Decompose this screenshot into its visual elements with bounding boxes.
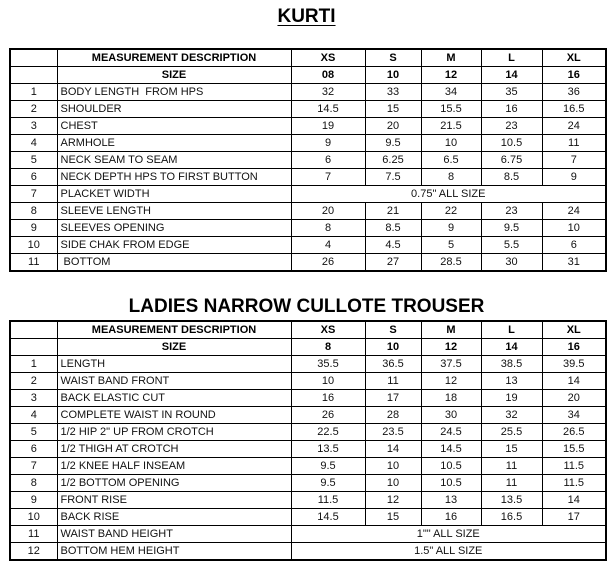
header-size-s: S: [365, 49, 421, 67]
table-row: [10, 118, 606, 135]
measurement-value: 7: [291, 169, 365, 186]
header-size-number: 10: [365, 339, 421, 356]
measurement-value: 20: [365, 118, 421, 135]
header-row-size-numbers: [10, 339, 606, 356]
measurement-value: 19: [291, 118, 365, 135]
measurement-value: 11.5: [542, 475, 606, 492]
measurement-value: 11: [481, 475, 542, 492]
table-row: [10, 84, 606, 101]
measurement-value: 7: [542, 152, 606, 169]
measurement-value: 21.5: [421, 118, 481, 135]
measurement-value: 9: [291, 135, 365, 152]
measurement-value: 13.5: [291, 441, 365, 458]
table-row: [10, 101, 606, 118]
measurement-value: 34: [421, 84, 481, 101]
row-number: 7: [10, 458, 57, 475]
measurement-value: 14.5: [291, 509, 365, 526]
header-description-label: MEASUREMENT DESCRIPTION: [57, 49, 291, 67]
row-number: 2: [10, 373, 57, 390]
measurement-value: 28: [365, 407, 421, 424]
measurement-value: 14: [542, 492, 606, 509]
measurement-value: 15.5: [421, 101, 481, 118]
table-row: [10, 135, 606, 152]
measurement-value: 26: [291, 254, 365, 272]
measurement-value: 16.5: [542, 101, 606, 118]
measurement-value: 23.5: [365, 424, 421, 441]
table-row: [10, 543, 606, 561]
measurement-value: 8.5: [481, 169, 542, 186]
table-row: [10, 186, 606, 203]
measurement-value: 17: [365, 390, 421, 407]
row-number: 4: [10, 135, 57, 152]
row-number: 5: [10, 152, 57, 169]
row-number: 4: [10, 407, 57, 424]
header-num-blank: [10, 339, 57, 356]
header-row-size-numbers: [10, 67, 606, 84]
measurement-value: 33: [365, 84, 421, 101]
measurement-value: 16: [291, 390, 365, 407]
measurement-value: 23: [481, 118, 542, 135]
trouser-table-body: [10, 321, 606, 560]
table-row: [10, 152, 606, 169]
kurti-table-body: [10, 49, 606, 271]
measurement-value: 15: [481, 441, 542, 458]
header-size-label: SIZE: [57, 67, 291, 84]
header-size-number: 16: [542, 339, 606, 356]
row-number: 3: [10, 118, 57, 135]
header-size-m: M: [421, 321, 481, 339]
measurement-description: NECK DEPTH HPS TO FIRST BUTTON: [57, 169, 291, 186]
header-row-sizes: [10, 49, 606, 67]
row-number: 10: [10, 237, 57, 254]
measurement-value: 31: [542, 254, 606, 272]
measurement-value: 34: [542, 407, 606, 424]
trouser-size-chart-table: [9, 320, 607, 561]
measurement-value: 10.5: [481, 135, 542, 152]
measurement-description: BACK RISE: [57, 509, 291, 526]
header-size-s: S: [365, 321, 421, 339]
measurement-description: WAIST BAND HEIGHT: [57, 526, 291, 543]
table-row: [10, 424, 606, 441]
header-size-number: 14: [481, 67, 542, 84]
header-size-l: L: [481, 321, 542, 339]
header-size-l: L: [481, 49, 542, 67]
table-row: [10, 220, 606, 237]
measurement-description: CHEST: [57, 118, 291, 135]
table-row: [10, 254, 606, 272]
measurement-value: 38.5: [481, 356, 542, 373]
table-row: [10, 373, 606, 390]
measurement-value: 24: [542, 203, 606, 220]
table-row: [10, 509, 606, 526]
measurement-value: 11: [365, 373, 421, 390]
measurement-description: BOTTOM HEM HEIGHT: [57, 543, 291, 561]
measurement-value: 23: [481, 203, 542, 220]
measurement-value: 14: [365, 441, 421, 458]
kurti-size-chart-table: [9, 48, 607, 272]
measurement-value: 13: [481, 373, 542, 390]
measurement-value: 15.5: [542, 441, 606, 458]
measurement-value: 15: [365, 509, 421, 526]
row-number: 11: [10, 254, 57, 272]
table-row: [10, 169, 606, 186]
measurement-value: 12: [421, 373, 481, 390]
header-size-number: 8: [291, 339, 365, 356]
table-row: [10, 237, 606, 254]
measurement-value: 9.5: [481, 220, 542, 237]
table-row: [10, 492, 606, 509]
measurement-value: 10: [365, 475, 421, 492]
row-number: 3: [10, 390, 57, 407]
measurement-description: COMPLETE WAIST IN ROUND: [57, 407, 291, 424]
measurement-description: BODY LENGTH FROM HPS: [57, 84, 291, 101]
row-number: 1: [10, 84, 57, 101]
header-description-label: MEASUREMENT DESCRIPTION: [57, 321, 291, 339]
header-row-sizes: [10, 321, 606, 339]
header-size-number: 14: [481, 339, 542, 356]
row-number: 5: [10, 424, 57, 441]
measurement-value: 19: [481, 390, 542, 407]
row-number: 6: [10, 441, 57, 458]
measurement-value: 9.5: [291, 458, 365, 475]
measurement-value: 20: [542, 390, 606, 407]
measurement-value: 26: [291, 407, 365, 424]
header-size-number: 12: [421, 339, 481, 356]
measurement-value: 13: [421, 492, 481, 509]
row-number: 6: [10, 169, 57, 186]
row-number: 9: [10, 492, 57, 509]
measurement-value: 37.5: [421, 356, 481, 373]
measurement-value: 22: [421, 203, 481, 220]
measurement-value: 36: [542, 84, 606, 101]
measurement-value: 26.5: [542, 424, 606, 441]
all-size-value: 1.5" ALL SIZE: [291, 543, 606, 561]
measurement-value: 10: [421, 135, 481, 152]
header-size-xs: XS: [291, 321, 365, 339]
measurement-value: 36.5: [365, 356, 421, 373]
measurement-value: 14.5: [421, 441, 481, 458]
header-size-m: M: [421, 49, 481, 67]
row-number: 12: [10, 543, 57, 561]
row-number: 2: [10, 101, 57, 118]
measurement-value: 13.5: [481, 492, 542, 509]
measurement-value: 30: [481, 254, 542, 272]
measurement-value: 6.25: [365, 152, 421, 169]
row-number: 7: [10, 186, 57, 203]
measurement-description: SLEEVES OPENING: [57, 220, 291, 237]
header-size-number: 10: [365, 67, 421, 84]
measurement-value: 6.75: [481, 152, 542, 169]
header-size-xs: XS: [291, 49, 365, 67]
measurement-description: 1/2 KNEE HALF INSEAM: [57, 458, 291, 475]
measurement-value: 18: [421, 390, 481, 407]
measurement-value: 6.5: [421, 152, 481, 169]
measurement-value: 21: [365, 203, 421, 220]
table-row: [10, 356, 606, 373]
header-num-blank: [10, 321, 57, 339]
measurement-value: 10.5: [421, 458, 481, 475]
measurement-value: 14: [542, 373, 606, 390]
measurement-value: 24: [542, 118, 606, 135]
measurement-value: 6: [291, 152, 365, 169]
measurement-value: 32: [291, 84, 365, 101]
table-row: [10, 390, 606, 407]
measurement-value: 12: [365, 492, 421, 509]
measurement-value: 9: [421, 220, 481, 237]
row-number: 8: [10, 475, 57, 492]
table-row: [10, 441, 606, 458]
measurement-value: 35: [481, 84, 542, 101]
row-number: 10: [10, 509, 57, 526]
measurement-value: 11.5: [291, 492, 365, 509]
measurement-value: 11: [542, 135, 606, 152]
measurement-value: 10: [365, 458, 421, 475]
measurement-value: 11: [481, 458, 542, 475]
measurement-value: 16.5: [481, 509, 542, 526]
measurement-value: 11.5: [542, 458, 606, 475]
measurement-value: 27: [365, 254, 421, 272]
header-num-blank: [10, 49, 57, 67]
measurement-value: 39.5: [542, 356, 606, 373]
measurement-description: PLACKET WIDTH: [57, 186, 291, 203]
measurement-description: 1/2 BOTTOM OPENING: [57, 475, 291, 492]
measurement-description: SLEEVE LENGTH: [57, 203, 291, 220]
header-size-xl: XL: [542, 321, 606, 339]
measurement-value: 24.5: [421, 424, 481, 441]
measurement-value: 10: [291, 373, 365, 390]
measurement-description: 1/2 HIP 2" UP FROM CROTCH: [57, 424, 291, 441]
row-number: 8: [10, 203, 57, 220]
measurement-description: SHOULDER: [57, 101, 291, 118]
table-row: [10, 407, 606, 424]
header-size-number: 12: [421, 67, 481, 84]
measurement-description: BOTTOM: [57, 254, 291, 272]
measurement-description: WAIST BAND FRONT: [57, 373, 291, 390]
kurti-title: KURTI: [277, 6, 336, 27]
measurement-value: 7.5: [365, 169, 421, 186]
measurement-value: 9.5: [365, 135, 421, 152]
measurement-value: 8: [291, 220, 365, 237]
measurement-value: 30: [421, 407, 481, 424]
measurement-value: 32: [481, 407, 542, 424]
table-row: [10, 475, 606, 492]
measurement-description: BACK ELASTIC CUT: [57, 390, 291, 407]
measurement-value: 4.5: [365, 237, 421, 254]
measurement-value: 15: [365, 101, 421, 118]
measurement-description: 1/2 THIGH AT CROTCH: [57, 441, 291, 458]
measurement-value: 28.5: [421, 254, 481, 272]
measurement-value: 4: [291, 237, 365, 254]
measurement-value: 16: [421, 509, 481, 526]
header-size-label: SIZE: [57, 339, 291, 356]
measurement-value: 9.5: [291, 475, 365, 492]
measurement-value: 35.5: [291, 356, 365, 373]
header-num-blank: [10, 67, 57, 84]
measurement-value: 8: [421, 169, 481, 186]
row-number: 1: [10, 356, 57, 373]
measurement-description: NECK SEAM TO SEAM: [57, 152, 291, 169]
measurement-value: 10: [542, 220, 606, 237]
header-size-number: 08: [291, 67, 365, 84]
measurement-value: 16: [481, 101, 542, 118]
measurement-value: 8.5: [365, 220, 421, 237]
measurement-value: 25.5: [481, 424, 542, 441]
measurement-value: 5: [421, 237, 481, 254]
table-row: [10, 203, 606, 220]
measurement-value: 5.5: [481, 237, 542, 254]
all-size-value: 0.75" ALL SIZE: [291, 186, 606, 203]
measurement-value: 22.5: [291, 424, 365, 441]
measurement-value: 9: [542, 169, 606, 186]
table-row: [10, 526, 606, 543]
header-size-xl: XL: [542, 49, 606, 67]
row-number: 9: [10, 220, 57, 237]
measurement-value: 14.5: [291, 101, 365, 118]
measurement-value: 6: [542, 237, 606, 254]
measurement-value: 10.5: [421, 475, 481, 492]
measurement-description: FRONT RISE: [57, 492, 291, 509]
measurement-value: 17: [542, 509, 606, 526]
all-size-value: 1"" ALL SIZE: [291, 526, 606, 543]
measurement-description: LENGTH: [57, 356, 291, 373]
measurement-description: SIDE CHAK FROM EDGE: [57, 237, 291, 254]
row-number: 11: [10, 526, 57, 543]
measurement-description: ARMHOLE: [57, 135, 291, 152]
header-size-number: 16: [542, 67, 606, 84]
trouser-title: LADIES NARROW CULLOTE TROUSER: [128, 296, 485, 317]
table-row: [10, 458, 606, 475]
measurement-value: 20: [291, 203, 365, 220]
